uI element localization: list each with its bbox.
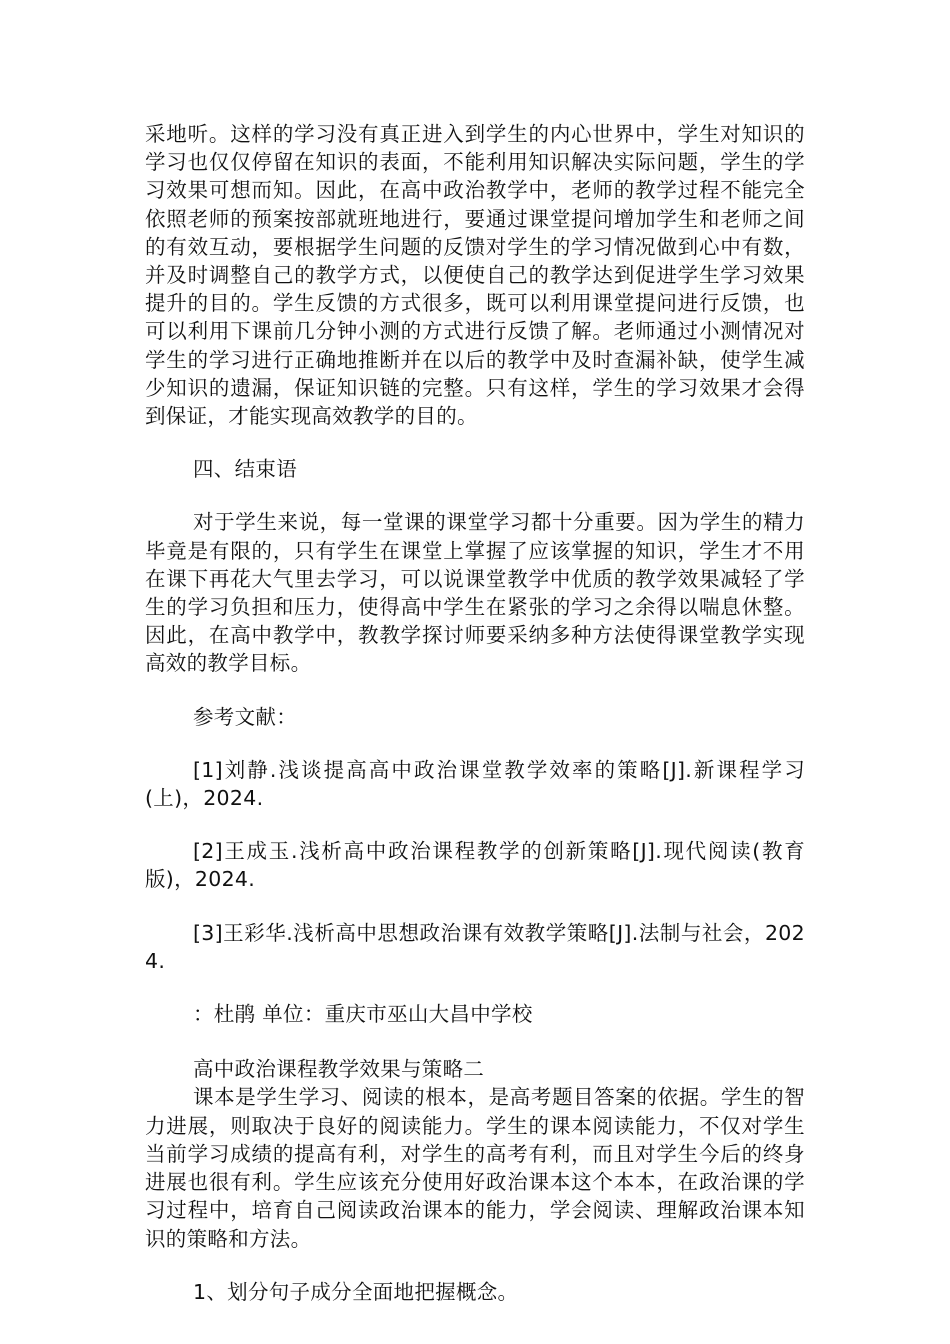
reference-item: [2]王成玉.浅析高中政治课程教学的创新策略[J].现代阅读(教育版)，2024.: [145, 839, 805, 892]
section-title: 高中政治课程教学效果与策略二: [193, 1057, 485, 1082]
list-point-1: 1、划分句子成分全面地把握概念。: [193, 1279, 519, 1304]
section-heading-conclusion: 四、结束语: [193, 457, 297, 482]
body-paragraph-conclusion: 对于学生来说，每一堂课的课堂学习都十分重要。因为学生的精力毕竟是有限的，只有学生在课堂上掌握了应该掌握的知识，学生才不用在课下再花大气里去学习，可以说课堂教学中优质的教学效果减轻了学生的学习负担和压力，使得高中学生在紧张的学习之余得以喘息休整。因此，在高中教学中，教教学探讨师要采纳多种方法使得课堂教学实现高效的教学目标。: [145, 510, 805, 676]
section-heading-references: 参考文献：: [193, 704, 297, 729]
reference-item: [1]刘静.浅谈提高高中政治课堂教学效率的策略[J].新课程学习(上)，2024.: [145, 757, 805, 811]
body-paragraph-section2: 课本是学生学习、阅读的根本，是高考题目答案的依据。学生的智力进展，则取决于良好的阅读能力。学生的课本阅读能力，不仅对学生当前学习成绩的提高有利，对学生的高考有利，而且对学生今后的终身进展也很有利。学生应该充分使用好政治课本这个本本，在政治课的学习过程中，培育自己阅读政治课本的能力，学会阅读、理解政治课本知识的策略和方法。: [145, 1085, 805, 1251]
reference-item: [3]王彩华.浅析高中思想政治课有效教学策略[J].法制与社会，2024.: [145, 920, 805, 973]
author-affiliation-line: ：杜鹃 单位：重庆市巫山大昌中学校: [193, 1002, 533, 1027]
body-paragraph-continuation: 采地听。这样的学习没有真正进入到学生的内心世界中，学生对知识的学习也仅仅停留在知识的表面，不能利用知识解决实际问题，学生的学习效果可想而知。因此，在高中政治教学中，老师的教学过程不能完全依照老师的预案按部就班地进行，要通过课堂提问增加学生和老师之间的有效互动，要根据学生问题的反馈对学生的学习情况做到心中有数，并及时调整自己的教学方式，以便使自己的教学达到促进学生学习效果提升的目的。学生反馈的方式很多，既可以利用课堂提问进行反馈，也可以利用下课前几分钟小测的方式进行反馈了解。老师通过小测情况对学生的学习进行正确地推断并在以后的教学中及时查漏补缺，使学生减少知识的遗漏，保证知识链的完整。只有这样，学生的学习效果才会得到保证，才能实现高效教学的目的。: [145, 122, 805, 429]
